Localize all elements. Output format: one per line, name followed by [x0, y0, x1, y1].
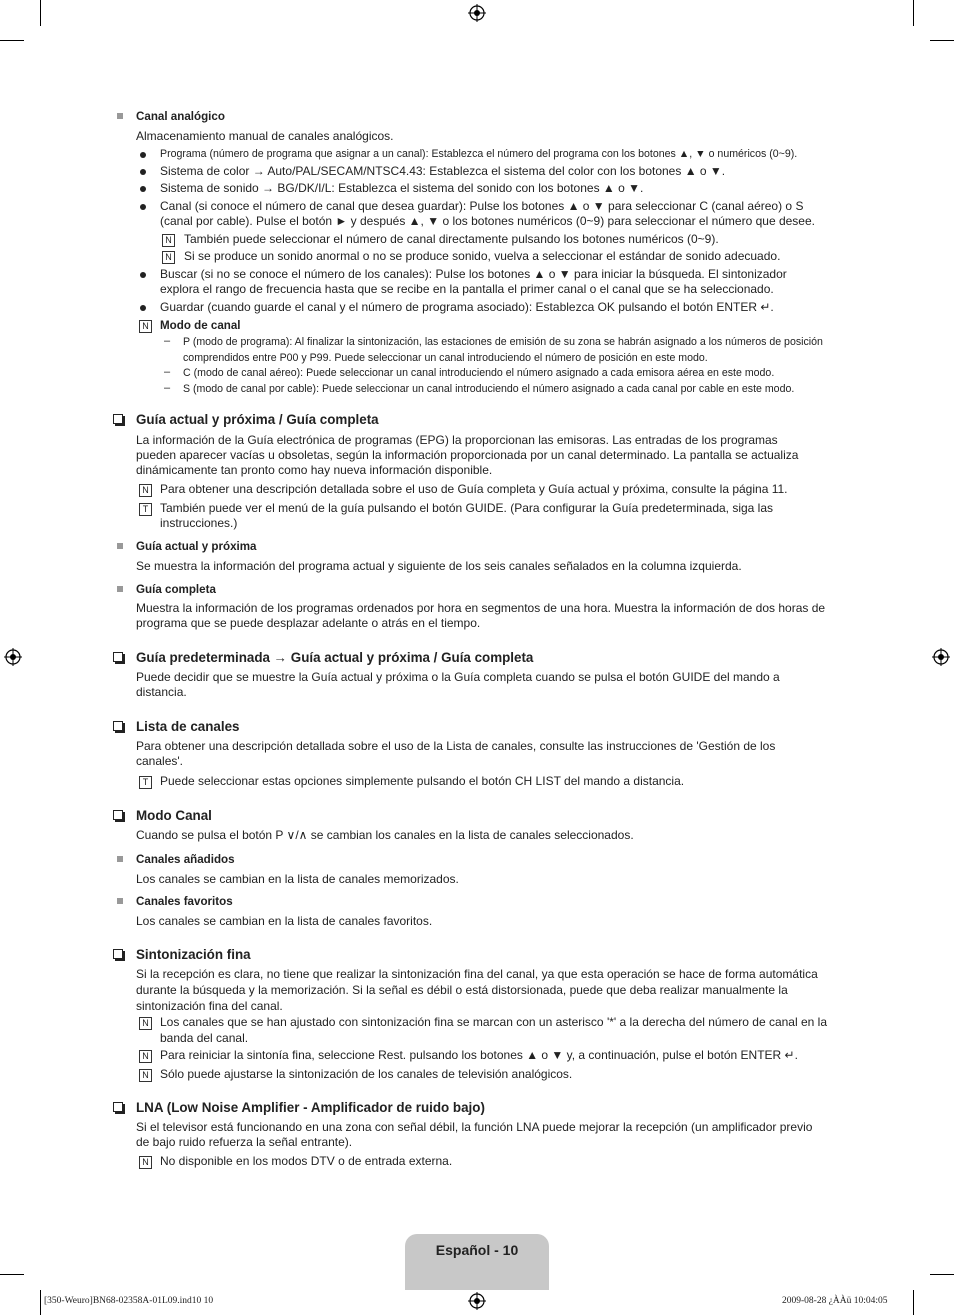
section-checkbox-icon: [113, 414, 123, 424]
list-bullet: [140, 204, 146, 210]
list-item-cont: (canal por cable). Pulse el botón ► y después ▲, ▼ o los botones numéricos (0~9) para seleccionar el número que desee.: [160, 214, 815, 228]
registration-mark-icon: [4, 648, 22, 666]
list-bullet: [140, 305, 146, 311]
paragraph: Almacenamiento manual de canales analógicos.: [136, 129, 394, 143]
crop-mark: [930, 1274, 954, 1275]
subsection-heading: Canales añadidos: [136, 853, 235, 866]
paragraph: La información de la Guía electrónica de programas (EPG) la proporcionan las emisoras. Las entradas de los programas: [136, 433, 778, 447]
dash-bullet: –: [164, 366, 171, 378]
dash-item: C (modo de canal aéreo): Puede seleccionar un canal introduciendo el número asignado a cada emisora aérea en este modo.: [183, 367, 775, 379]
print-slug-right: 2009-08-28 ¿ÀÀü 10:04:05: [782, 1296, 888, 1306]
note-text: También puede seleccionar el número de canal directamente pulsando los botones numéricos (0~9).: [184, 232, 719, 246]
list-item-cont: explora el rango de frecuencia hasta que se recibe en la pantalla el primer canal o el canal que se ha seleccionado.: [160, 282, 774, 296]
note-text-cont: banda del canal.: [160, 1031, 249, 1045]
section-checkbox-icon: [113, 721, 123, 731]
list-item: Canal (si conoce el número de canal que desea guardar): Pulse los botones ▲ o ▼ para seleccionar C (canal aéreo) o S: [160, 199, 804, 213]
paragraph: Se muestra la información del programa actual y siguiente de los seis canales señalados en la columna izquierda.: [136, 559, 742, 573]
paragraph: Si la recepción es clara, no tiene que realizar la sintonización fina del canal, ya que esta operación se hace de forma automática: [136, 967, 818, 981]
registration-mark-icon: [932, 648, 950, 666]
paragraph: Puede decidir que se muestre la Guía actual y próxima o la Guía completa cuando se pulsa el botón GUIDE del mando a: [136, 670, 780, 684]
section-checkbox-icon: [113, 1102, 123, 1112]
note-text: Para reiniciar la sintonía fina, seleccione Rest. pulsando los botones ▲ o ▼ y, a continuación, pulse el botón ENTER ↵.: [160, 1048, 798, 1062]
print-slug-left: [350-Weuro]BN68-02358A-01L09.ind10 10: [44, 1296, 214, 1306]
note-text: Sólo puede ajustarse la sintonización de los canales de televisión analógicos.: [160, 1067, 573, 1081]
dash-bullet: –: [164, 382, 171, 394]
section-heading: Sintonización fina: [136, 947, 251, 962]
subsection-bullet: [117, 543, 123, 549]
note-icon: N: [162, 251, 175, 264]
dash-item: S (modo de canal por cable): Puede seleccionar un canal introduciendo el número asignado a cada canal por cable en este modo.: [183, 383, 795, 395]
section-heading: Guía predeterminada → Guía actual y próxima / Guía completa: [136, 650, 534, 665]
paragraph: dinámicamente tan pronto como hay nueva información disponible.: [136, 463, 493, 477]
crop-mark: [0, 40, 24, 41]
registration-mark-icon: [468, 4, 486, 22]
note-icon: N: [162, 234, 175, 247]
note-text: Puede seleccionar estas opciones simplemente pulsando el botón CH LIST del mando a distancia.: [160, 774, 685, 788]
list-item: Sistema de sonido → BG/DK/I/L: Establezca el sistema del sonido con los botones ▲ o ▼.: [160, 181, 644, 195]
paragraph: pueden aparecer vacías u obsoletas, según la información proporcionada por un canal determinado. La pantalla se actualiza: [136, 448, 799, 462]
paragraph: de bajo ruido refuerza la señal entrante).: [136, 1135, 353, 1149]
paragraph: canales'.: [136, 754, 183, 768]
page-number: Español - 10: [435, 1242, 519, 1258]
section-heading: LNA (Low Noise Amplifier - Amplificador de ruido bajo): [136, 1100, 485, 1115]
note-icon: N: [139, 320, 152, 333]
paragraph: Para obtener una descripción detallada sobre el uso de la Lista de canales, consulte las instrucciones de 'Gestión de los: [136, 739, 776, 753]
paragraph: Muestra la información de los programas ordenados por hora en segmentos de una hora. Muestra la información de dos horas de: [136, 601, 826, 615]
note-text: También puede ver el menú de la guía pulsando el botón GUIDE. (Para configurar la Guía predeterminada, siga las: [160, 501, 774, 515]
dash-bullet: –: [164, 335, 171, 347]
crop-mark: [930, 40, 954, 41]
note-text: No disponible en los modos DTV o de entrada externa.: [160, 1154, 453, 1168]
list-bullet: [140, 152, 146, 158]
list-item: Buscar (si no se conoce el número de los canales): Pulse los botones ▲ o ▼ para iniciar la búsqueda. El sintonizador: [160, 267, 787, 281]
section-heading: Modo Canal: [136, 808, 212, 823]
remote-icon: T: [139, 503, 152, 516]
paragraph: durante la búsqueda y la memorización. Si la señal es débil o está distorsionada, puede que deba realizar manualmente la: [136, 983, 788, 997]
note-icon: N: [139, 484, 152, 497]
list-item: Guardar (cuando guarde el canal y el número de programa asociado): Establezca OK pulsando el botón ENTER ↵.: [160, 300, 774, 314]
subsection-bullet: [117, 856, 123, 862]
subsection-heading: Guía completa: [136, 583, 216, 596]
list-bullet: [140, 169, 146, 175]
list-item: Sistema de color → Auto/PAL/SECAM/NTSC4.43: Establezca el sistema del color con los botones ▲ o ▼.: [160, 164, 726, 178]
crop-mark: [40, 0, 41, 26]
paragraph: distancia.: [136, 685, 187, 699]
list-bullet: [140, 186, 146, 192]
note-icon: N: [139, 1017, 152, 1030]
list-item: Programa (número de programa que asignar a un canal): Establezca el número del programa con los botones ▲, ▼ o numéricos (0~9).: [160, 148, 798, 160]
paragraph: Los canales se cambian en la lista de canales memorizados.: [136, 872, 459, 886]
crop-mark: [0, 1274, 24, 1275]
section-checkbox-icon: [113, 652, 123, 662]
paragraph: Los canales se cambian en la lista de canales favoritos.: [136, 914, 433, 928]
section-checkbox-icon: [113, 810, 123, 820]
subsection-bullet: [117, 898, 123, 904]
paragraph: Cuando se pulsa el botón P ∨/∧ se cambian los canales en la lista de canales seleccionados.: [136, 828, 634, 842]
note-text-cont: instrucciones.): [160, 516, 238, 530]
note-heading: Modo de canal: [160, 319, 241, 332]
dash-item: P (modo de programa): Al finalizar la sintonización, las estaciones de emisión de su zona se habrán asignado a los números de posición: [183, 336, 823, 348]
section-heading: Lista de canales: [136, 719, 240, 734]
dash-item-cont: comprendidos entre P00 y P99. Puede seleccionar un canal introduciendo el número de posición en este modo.: [183, 352, 708, 364]
crop-mark: [913, 0, 914, 26]
note-icon: N: [139, 1050, 152, 1063]
note-text: Los canales que se han ajustado con sintonización fina se marcan con un asterisco '*' a la derecha del número de canal en la: [160, 1015, 828, 1029]
list-bullet: [140, 272, 146, 278]
subsection-bullet: [117, 586, 123, 592]
note-icon: N: [139, 1156, 152, 1169]
crop-mark: [40, 1290, 41, 1315]
paragraph: sintonización fina del canal.: [136, 999, 283, 1013]
note-icon: N: [139, 1069, 152, 1082]
note-text: Para obtener una descripción detallada sobre el uso de Guía completa y Guía actual y próxima, consulte la página 11.: [160, 482, 788, 496]
section-heading: Guía actual y próxima / Guía completa: [136, 412, 379, 427]
subsection-heading: Canales favoritos: [136, 895, 233, 908]
subsection-bullet: [117, 113, 123, 119]
paragraph: programa que se puede desplazar adelante o atrás en el tiempo.: [136, 616, 481, 630]
section-checkbox-icon: [113, 949, 123, 959]
paragraph: Si el televisor está funcionando en una zona con señal débil, la función LNA puede mejorar la recepción (un amplificador previo: [136, 1120, 813, 1134]
note-text: Si se produce un sonido anormal o no se produce sonido, vuelva a seleccionar el estándar de sonido adecuado.: [184, 249, 781, 263]
crop-mark: [913, 1290, 914, 1315]
registration-mark-icon: [468, 1292, 486, 1310]
remote-icon: T: [139, 776, 152, 789]
subsection-heading: Canal analógico: [136, 110, 225, 123]
subsection-heading: Guía actual y próxima: [136, 540, 257, 553]
